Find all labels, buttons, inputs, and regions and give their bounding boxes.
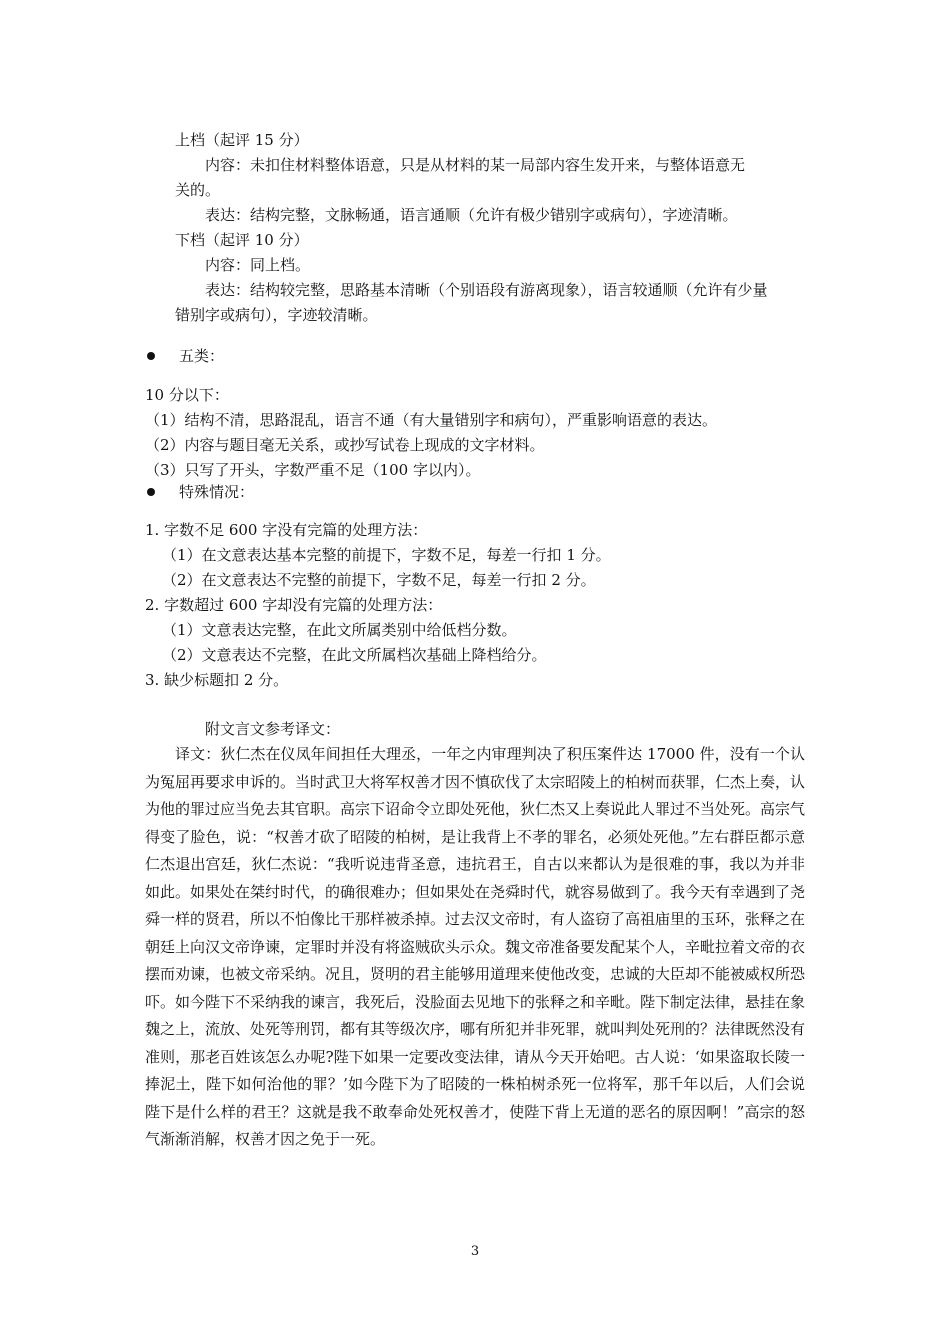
class5-heading: 五类：	[179, 347, 225, 365]
appendix-heading: 附文言文参考译文：	[205, 720, 341, 738]
lower-grade-expression: 表达：结构较完整，思路基本清晰（个别语段有游离现象），语言较通顺（允许有少量	[205, 281, 768, 299]
bullet-icon	[147, 352, 155, 360]
special-rule-1b: （2）在文意表达不完整的前提下，字数不足，每差一行扣 2 分。	[162, 571, 596, 589]
special-rule-3: 3. 缺少标题扣 2 分。	[145, 671, 289, 689]
special-rule-1a: （1）在文意表达基本完整的前提下，字数不足，每差一行扣 1 分。	[162, 546, 611, 564]
class5-score: 10 分以下：	[145, 386, 229, 404]
special-rule-2a: （1）文意表达完整，在此文所属类别中给低档分数。	[162, 621, 517, 639]
class5-item-1: （1）结构不清，思路混乱，语言不通（有大量错别字和病句），严重影响语意的表达。	[145, 411, 718, 429]
upper-grade-expression: 表达：结构完整，文脉畅通，语言通顺（允许有极少错别字或病句），字迹清晰。	[205, 206, 738, 224]
class5-item-3: （3）只写了开头，字数严重不足（100 字以内）。	[145, 461, 481, 479]
lower-grade-title: 下档（起评 10 分）	[175, 231, 309, 249]
upper-grade-content-cont: 关的。	[175, 181, 221, 199]
page-number: 3	[470, 1244, 480, 1259]
upper-grade-title: 上档（起评 15 分）	[175, 131, 309, 149]
special-rule-2b: （2）文意表达不完整，在此文所属档次基础上降档给分。	[162, 646, 547, 664]
special-rule-2: 2. 字数超过 600 字却没有完篇的处理方法：	[145, 596, 443, 614]
special-heading: 特殊情况：	[179, 483, 255, 501]
class5-item-2: （2）内容与题目毫无关系，或抄写试卷上现成的文字材料。	[145, 436, 545, 454]
appendix-translation-text: 译文：狄仁杰在仪凤年间担任大理丞，一年之内审理判决了积压案件达 17000 件，没有一个认为冤屈再要求申诉的。当时武卫大将军权善才因不慎砍伐了太宗昭陵上的柏树而获罪，仁杰上奏，认为他的罪过应当免去其官职。高宗下诏命令立即处死他，狄仁杰又上奏说此人罪过不当处死。高宗气得变了脸色，说：“权善才砍了昭陵的柏树，是让我背上不孝的罪名，必须处死他。”左右群臣都示意仁杰退出宫廷，狄仁杰说：“我听说违背圣意，违抗君王，自古以来都认为是很难的事，我以为并非如此。如果处在桀纣时代，的确很难办；但如果处在尧舜时代，就容易做到了。我今天有幸遇到了尧舜一样的贤君，所以不怕像比干那样被杀掉。过去汉文帝时，有人盗窃了高祖庙里的玉环，张释之在朝廷上向汉文帝诤谏，定罪时并没有将盗贼砍头示众。魏文帝准备要发配某个人，辛毗拉着文帝的衣摆而劝谏，也被文帝采纳。况且，贤明的君主能够用道理来使他改变，忠诚的大臣却不能被威权所恐吓。如今陛下不采纳我的谏言，我死后，没脸面去见地下的张释之和辛毗。陛下制定法律，悬挂在象魏之上，流放、处死等刑罚，都有其等级次序，哪有所犯并非死罪，就叫判处死刑的？法律既然没有准则，那老百姓该怎么办呢?陛下如果一定要改变法律，请从今天开始吧。古人说：‘如果盗取长陵一捧泥土，陛下如何治他的罪？’如今陛下为了昭陵的一株柏树杀死一位将军，那千年以后，人们会说陛下是什么样的君王？这就是我不敢奉命处死权善才，使陛下背上无道的恶名的原因啊！”高宗的怒气渐渐消解，权善才因之免于一死。	[145, 745, 806, 1148]
appendix-translation	[145, 741, 805, 1154]
special-rule-1: 1. 字数不足 600 字没有完篇的处理方法：	[145, 521, 428, 539]
lower-grade-expression-cont: 错别字或病句），字迹较清晰。	[175, 306, 378, 324]
upper-grade-content: 内容：未扣住材料整体语意，只是从材料的某一局部内容生发开来，与整体语意无	[205, 156, 746, 174]
lower-grade-content: 内容：同上档。	[205, 256, 311, 274]
bullet-icon	[147, 488, 155, 496]
